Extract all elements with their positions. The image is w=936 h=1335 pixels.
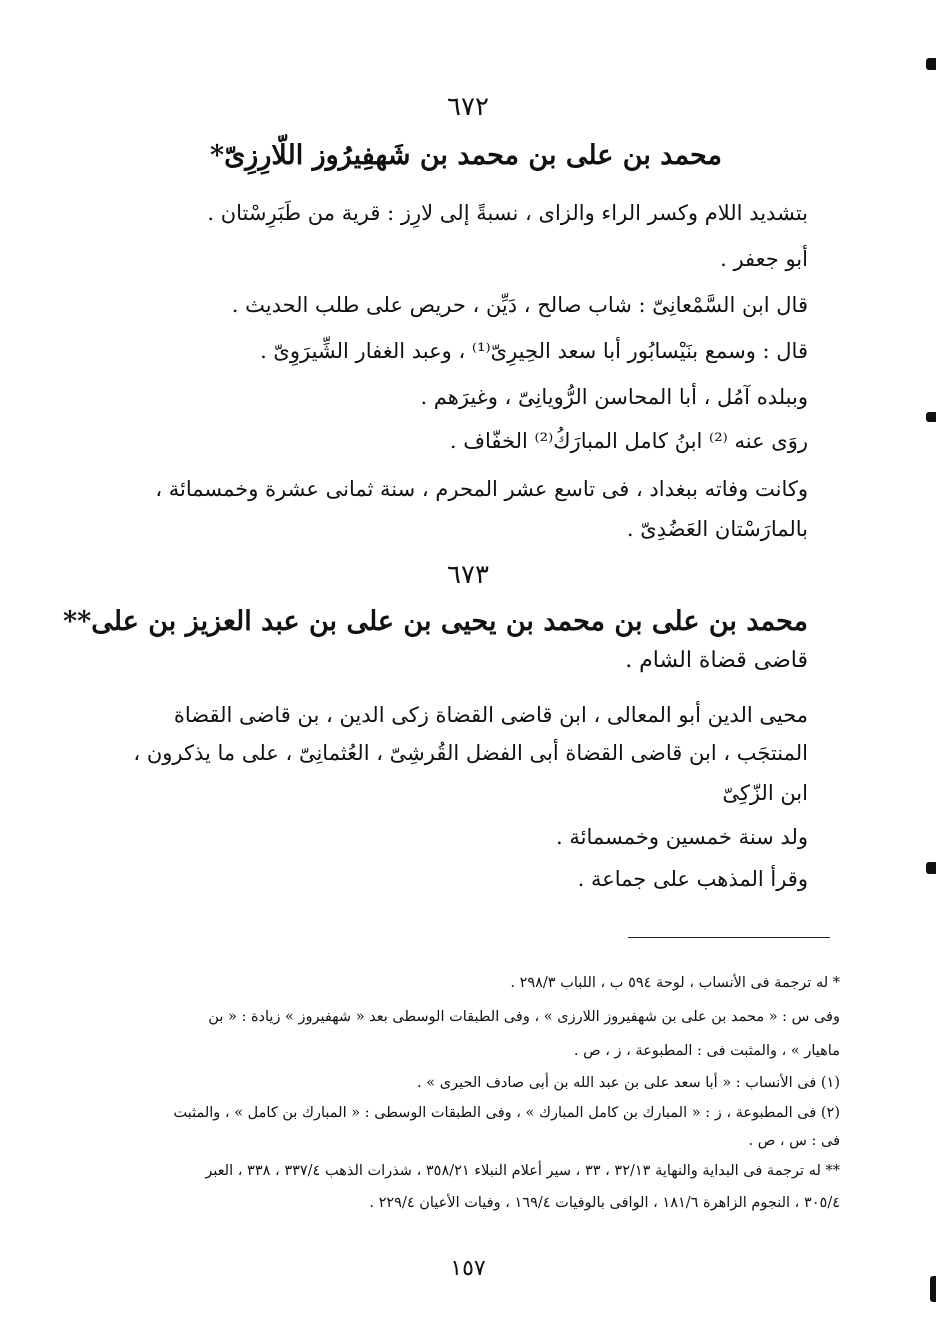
text-line: وببلده آمُل ، أبا المحاسن الرُّويانِىّ ، وغيرَهم . (420, 385, 808, 409)
scan-edge-mark (926, 58, 936, 70)
text-line: ولد سنة خمسين وخمسمائة . (556, 825, 808, 849)
text-line: ابن الزّكِىّ (722, 781, 808, 805)
text-line: بتشديد اللام وكسر الراء والزاى ، نسبةً إلى لارِز : قرية من طَبَرِسْتان . (207, 201, 808, 225)
scan-edge-mark (926, 412, 936, 422)
scan-edge-mark (926, 862, 936, 874)
entry-heading: محمد بن على بن محمد بن شَهفِيرُوز اللّارِزِىّ* (210, 140, 722, 171)
text-line: أبو جعفر . (720, 247, 808, 271)
text-line: بالمارَسْتان العَضُدِىّ . (626, 517, 808, 541)
text-line: وكانت وفاته ببغداد ، فى تاسع عشر المحرم ، سنة ثمانى عشرة وخمسمائة ، (155, 477, 808, 501)
entry-subheading: قاضى قضاة الشام . (625, 648, 808, 673)
page-number: ١٥٧ (450, 1256, 486, 1281)
entry-heading: محمد بن على بن محمد بن يحيى بن على بن عبد العزيز بن على** (63, 606, 808, 637)
text-line: قال : وسمع بنَيْسابُور أبا سعد الحِيرِىّ⁽¹⁾ ، وعبد الغفار الشِّيرَوِىّ . (260, 339, 808, 363)
footnote-line: (٢) فى المطبوعة ، ز : « المبارك بن كامل المبارك » ، وفى الطبقات الوسطى : « المبارك بن كامل » ، والمثبت (173, 1105, 840, 1121)
footnote-line: ماهيار » ، والمثبت فى : المطبوعة ، ز ، ص . (573, 1043, 840, 1059)
footnote-separator (628, 937, 830, 938)
footnote-line: ٣٠٥/٤ ، النجوم الزاهرة ١٨١/٦ ، الوافى بالوفيات ١٦٩/٤ ، وفيات الأعيان ٢٢٩/٤ . (369, 1195, 840, 1211)
footnote-line: وفى س : « محمد بن على بن شهفيروز اللارزى » ، وفى الطبقات الوسطى بعد « شهفيروز » زيادة : « بن (208, 1009, 840, 1025)
footnote-line: * له ترجمة فى الأنساب ، لوحة ٥٩٤ ب ، اللباب ٢٩٨/٣ . (510, 975, 840, 991)
text-line: وقرأ المذهب على جماعة . (577, 867, 808, 891)
entry-number: ٦٧٢ (447, 92, 489, 122)
footnote-line: فى : س ، ص . (748, 1133, 840, 1149)
text-line: المنتجَب ، ابن قاضى القضاة أبى الفضل القُرشِىّ ، العُثمانِىّ ، على ما يذكرون ، (133, 741, 808, 765)
text-line: روَى عنه ⁽²⁾ ابنُ كامل المبارَكُ⁽²⁾ الخفّاف . (449, 429, 808, 453)
entry-number: ٦٧٣ (447, 560, 489, 590)
text-line: قال ابن السَّمْعانِىّ : شاب صالح ، دَيِّن ، حريص على طلب الحديث . (231, 293, 808, 317)
footnote-line: (١) فى الأنساب : « أبا سعد على بن عبد الله بن أبى صادف الحيرى » . (417, 1075, 840, 1091)
text-line: محيى الدين أبو المعالى ، ابن قاضى القضاة زكى الدين ، بن قاضى القضاة (173, 703, 808, 727)
scan-edge-mark (930, 1276, 936, 1302)
footnote-line: ** له ترجمة فى البداية والنهاية ٣٢/١٣ ، ٣٣ ، سير أعلام النبلاء ٣٥٨/٢١ ، شذرات الذهب ٣٣٧/٤ ، ٣٣٨ ، العبر (205, 1163, 840, 1179)
